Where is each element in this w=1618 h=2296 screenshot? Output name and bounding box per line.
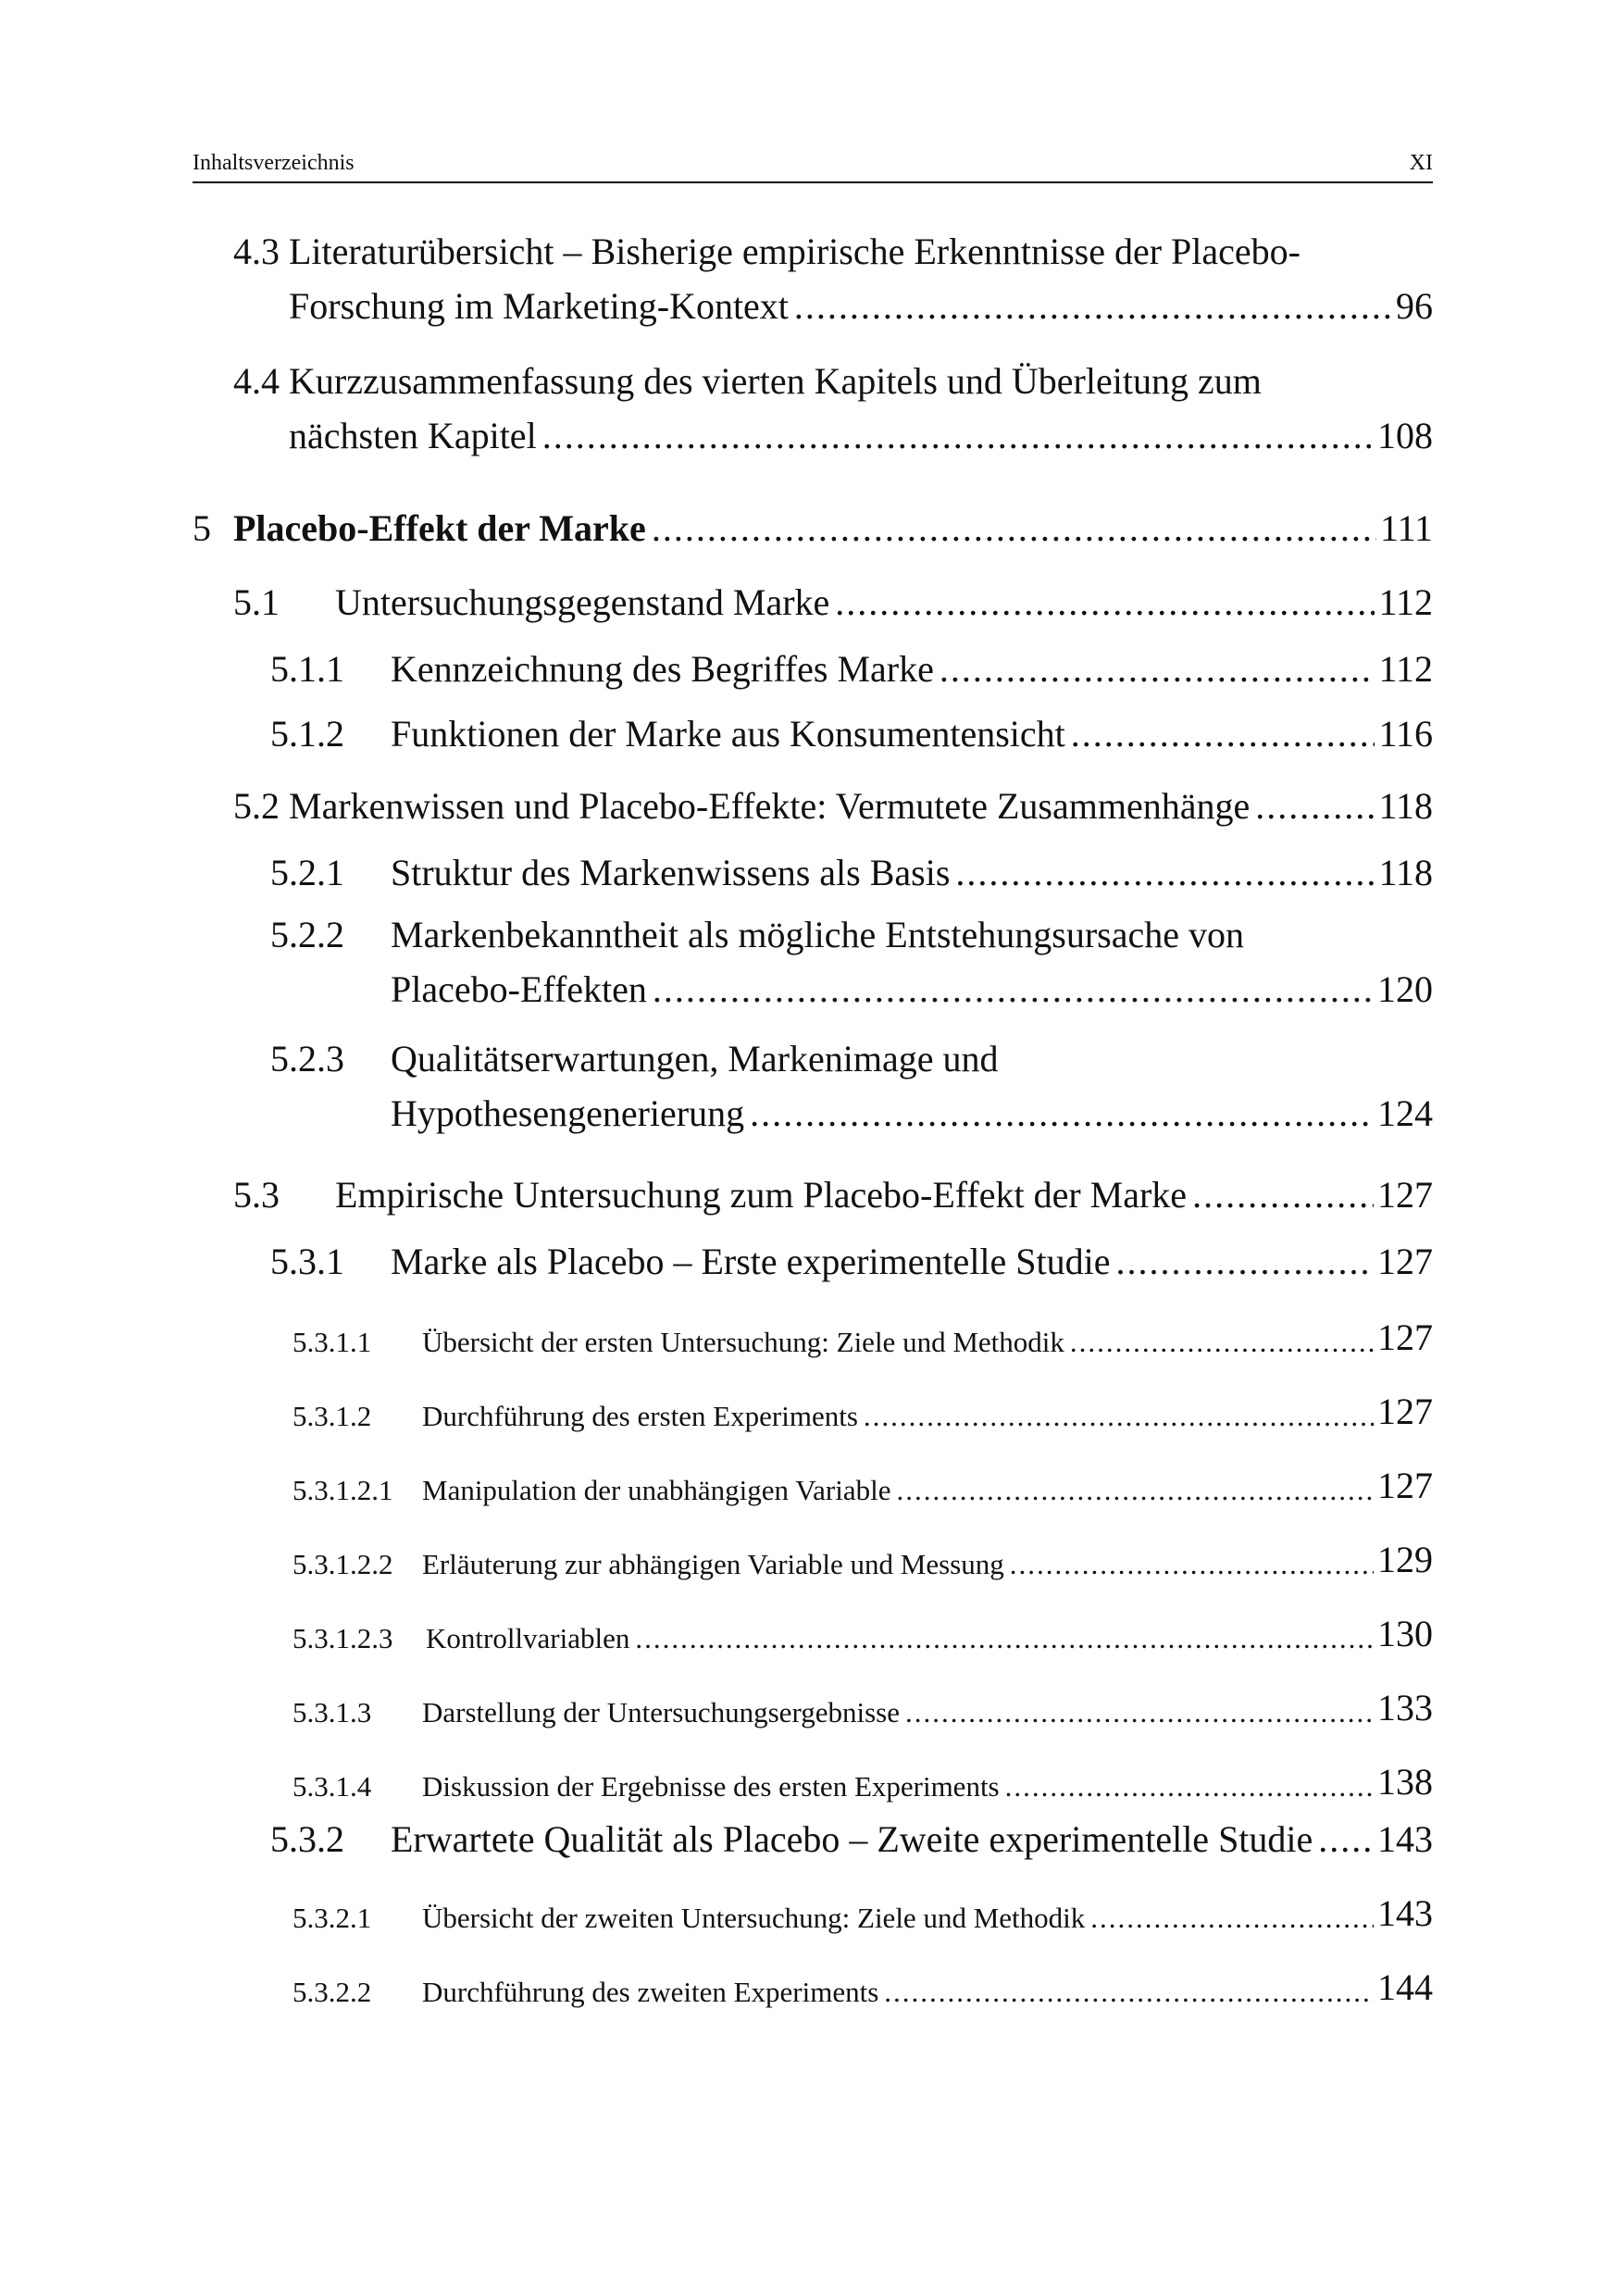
toc-number: 5.3.2.2 (292, 1976, 372, 2008)
toc-page: 112 (1378, 581, 1433, 623)
toc-entry[interactable] (270, 846, 1433, 902)
dot-leader (1255, 784, 1375, 828)
dot-leader (635, 1622, 1374, 1655)
toc-page: 127 (1377, 1316, 1433, 1358)
dot-leader (884, 1976, 1374, 2009)
toc-title: Forschung im Marketing-Kontext (289, 285, 789, 327)
dot-leader (1116, 1240, 1374, 1283)
toc-entry[interactable] (193, 502, 1433, 557)
toc-entry[interactable] (233, 780, 1433, 835)
dot-leader (1010, 1548, 1374, 1581)
toc-number: 5.1 (233, 581, 280, 623)
toc-entry[interactable] (233, 1168, 1433, 1224)
toc-number: 5.2 (233, 785, 280, 827)
toc-title: Erwartete Qualität als Placebo – Zweite experimentelle Studie (391, 1818, 1313, 1860)
toc-page: 129 (1377, 1539, 1433, 1580)
toc-number: 4.4 (233, 360, 280, 402)
toc-title: Übersicht der ersten Untersuchung: Ziele und Methodik (422, 1326, 1064, 1358)
toc-number: 5.1.2 (270, 713, 344, 755)
dot-leader (750, 1092, 1374, 1135)
toc-entry[interactable] (233, 576, 1433, 631)
toc-entry[interactable] (292, 1681, 1433, 1737)
dot-leader (940, 647, 1375, 691)
toc-number: 5.2.1 (270, 852, 344, 893)
dot-leader (1090, 1902, 1374, 1935)
toc-page: 143 (1377, 1818, 1433, 1860)
toc-title-line1: Kurzzusammenfassung des vierten Kapitels und Überleitung zum (289, 360, 1262, 402)
toc-number: 5.2.3 (270, 1038, 344, 1079)
toc-title: Funktionen der Marke aus Konsumentensicht (391, 713, 1065, 755)
running-title: Inhaltsverzeichnis (193, 151, 355, 175)
toc-title: Marke als Placebo – Erste experimentelle Studie (391, 1241, 1111, 1282)
toc-page: 127 (1377, 1174, 1433, 1216)
toc-number: 5.2.2 (270, 914, 344, 955)
toc-page: 127 (1377, 1465, 1433, 1506)
page-header (193, 148, 1433, 183)
toc-entry[interactable] (292, 1459, 1433, 1515)
toc-title: Übersicht der zweiten Untersuchung: Ziele und Methodik (422, 1902, 1086, 1934)
toc-entry[interactable] (292, 1311, 1433, 1366)
toc-number: 5.3.1.2.2 (292, 1548, 393, 1580)
toc-number: 5.3 (233, 1174, 280, 1216)
dot-leader (835, 580, 1375, 624)
toc-page: 112 (1378, 648, 1433, 690)
toc-title-line1: Literaturübersicht – Bisherige empirische Erkenntnisse der Placebo- (289, 231, 1301, 272)
toc-title: Untersuchungsgegenstand Marke (335, 581, 830, 623)
dot-leader (1005, 1770, 1374, 1803)
toc-title: Kennzeichnung des Begriffes Marke (391, 648, 934, 690)
dot-leader (1192, 1173, 1374, 1217)
toc-entry[interactable] (270, 1813, 1433, 1868)
toc-number: 5.3.1.1 (292, 1326, 372, 1358)
dot-leader (896, 1474, 1374, 1507)
dot-leader (542, 414, 1374, 457)
toc-page: 118 (1378, 785, 1433, 827)
toc-page: 127 (1377, 1241, 1433, 1282)
dot-leader (955, 851, 1375, 894)
toc-number: 5.3.1.4 (292, 1770, 372, 1803)
toc-entry[interactable] (292, 1607, 1433, 1663)
toc-entry[interactable] (292, 1887, 1433, 1942)
dot-leader (864, 1400, 1374, 1433)
toc-title: Placebo-Effekten (391, 968, 647, 1010)
toc-title: nächsten Kapitel (289, 415, 537, 456)
toc-entry[interactable] (292, 1385, 1433, 1441)
toc-title: Placebo-Effekt der Marke (233, 507, 646, 549)
toc-page: 144 (1377, 1966, 1433, 2008)
toc-title: Hypothesengenerierung (391, 1092, 745, 1134)
dot-leader (653, 967, 1374, 1011)
toc-page: 111 (1379, 507, 1433, 549)
toc-title: Empirische Untersuchung zum Placebo-Effekt der Marke (335, 1174, 1188, 1216)
toc-title: Durchführung des zweiten Experiments (422, 1976, 879, 2008)
toc-title: Diskussion der Ergebnisse des ersten Experiments (422, 1770, 1000, 1803)
toc-entry[interactable] (292, 1961, 1433, 2016)
dot-leader (1318, 1817, 1374, 1861)
toc-entry[interactable] (270, 643, 1433, 698)
toc-entry[interactable] (292, 1755, 1433, 1811)
toc-entry[interactable] (0, 1037, 1433, 1148)
toc-page: 96 (1396, 285, 1433, 327)
toc-title: Erläuterung zur abhängigen Variable und Messung (422, 1548, 1004, 1580)
toc-number: 4.3 (233, 231, 280, 272)
toc-title-line1: Qualitätserwartungen, Markenimage und (391, 1038, 999, 1079)
toc-page: 118 (1378, 852, 1433, 893)
toc-title: Struktur des Markenwissens als Basis (391, 852, 951, 893)
toc-entry[interactable] (270, 1235, 1433, 1291)
dot-leader (794, 284, 1392, 328)
toc-page: 133 (1377, 1687, 1433, 1728)
toc-number: 5.3.1.3 (292, 1696, 372, 1728)
toc-entry[interactable] (270, 707, 1433, 763)
toc-number: 5.3.1.2.3 (292, 1622, 393, 1654)
toc-page: 120 (1377, 968, 1433, 1010)
toc-page: 116 (1378, 713, 1433, 755)
dot-leader (1070, 1326, 1374, 1359)
toc-title: Manipulation der unabhängigen Variable (422, 1474, 891, 1506)
toc-title: Durchführung des ersten Experiments (422, 1400, 858, 1432)
toc-entry[interactable] (0, 913, 1433, 1024)
toc-page: 124 (1377, 1092, 1433, 1134)
toc-title: Kontrollvariablen (426, 1622, 630, 1654)
page-number: XI (1409, 151, 1433, 175)
toc-entry[interactable] (292, 1533, 1433, 1589)
toc-title-line1: Markenbekanntheit als mögliche Entstehungsursache von (391, 914, 1244, 955)
toc-title: Darstellung der Untersuchungsergebnisse (422, 1696, 900, 1728)
toc-number: 5.3.1.2 (292, 1400, 372, 1432)
toc-number: 5 (193, 507, 211, 549)
toc-number: 5.3.2 (270, 1818, 344, 1860)
dot-leader (905, 1696, 1374, 1729)
toc-page: 138 (1377, 1761, 1433, 1803)
toc-page: 127 (1377, 1391, 1433, 1432)
dot-leader (652, 506, 1376, 550)
toc-number: 5.3.1.2.1 (292, 1474, 393, 1506)
toc-number: 5.3.1 (270, 1241, 344, 1282)
toc-number: 5.1.1 (270, 648, 344, 690)
toc-page: 130 (1377, 1613, 1433, 1654)
dot-leader (1071, 712, 1375, 755)
toc-page: 143 (1377, 1892, 1433, 1934)
toc-page: 108 (1377, 415, 1433, 456)
toc-title: Markenwissen und Placebo-Effekte: Vermutete Zusammenhänge (289, 785, 1251, 827)
toc-number: 5.3.2.1 (292, 1902, 372, 1934)
